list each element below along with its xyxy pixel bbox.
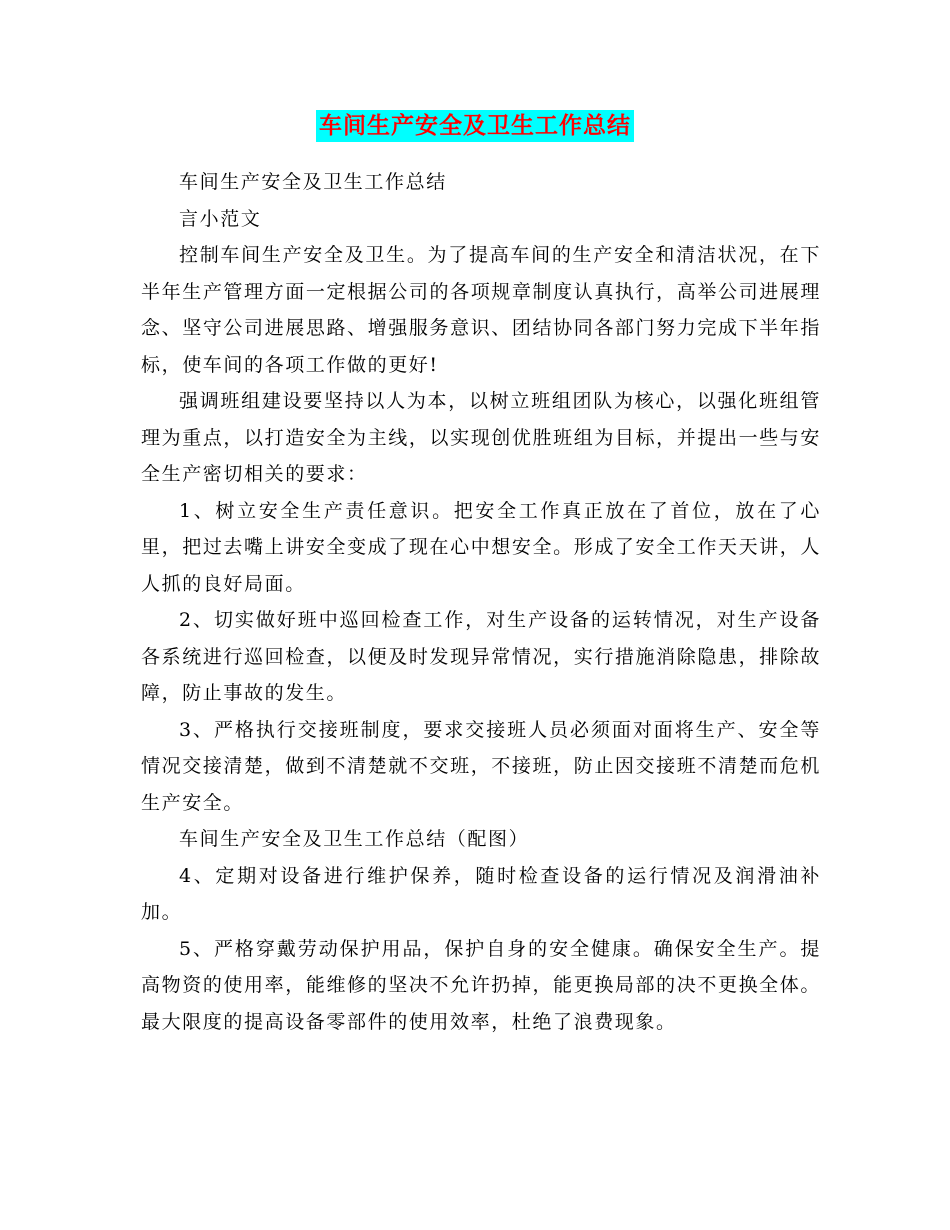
paragraph-item-3: 3、严格执行交接班制度，要求交接班人员必须面对面将生产、安全等情况交接清楚，做到不清楚就不交班，不接班，防止因交接班不清楚而危机生产安全。 (141, 718, 821, 814)
paragraph-team-building: 强调班组建设要坚持以人为本，以树立班组团队为核心，以强化班组管理为重点，以打造安全为主线，以实现创优胜班组为目标，并提出一些与安全生产密切相关的要求： (141, 390, 821, 485)
document-title: 车间生产安全及卫生工作总结 (316, 110, 634, 142)
paragraph-figure-caption: 车间生产安全及卫生工作总结（配图） (179, 828, 530, 850)
paragraph-item-1: 1、树立安全生产责任意识。把安全工作真正放在了首位，放在了心里，把过去嘴上讲安全变成了现在心中想安全。形成了安全工作天天讲，人人抓的良好局面。 (141, 499, 821, 595)
paragraph-item-4: 4、定期对设备进行维护保养，随时检查设备的运行情况及润滑油补加。 (141, 864, 821, 923)
paragraph-item-2: 2、切实做好班中巡回检查工作，对生产设备的运转情况，对生产设备各系统进行巡回检查，以便及时发现异常情况，实行措施消除隐患，排除故障，防止事故的发生。 (141, 609, 821, 704)
paragraph-item-5: 5、严格穿戴劳动保护用品，保护自身的安全健康。确保安全生产。提高物资的使用率，能维修的坚决不允许扔掉，能更换局部的决不更换全体。最大限度的提高设备零部件的使用效率，杜绝了浪费现象。 (141, 937, 821, 1033)
title-container (0, 110, 950, 142)
paragraph-source: 言小范文 (179, 207, 262, 230)
document-body (141, 164, 821, 1040)
paragraph-intro: 控制车间生产安全及卫生。为了提高车间的生产安全和清洁状况，在下半年生产管理方面一定根据公司的各项规章制度认真执行，高举公司进展理念、坚守公司进展思路、增强服务意识、团结协同各部门努力完成下半年指标，使车间的各项工作做的更好! (141, 244, 821, 376)
paragraph-heading: 车间生产安全及卫生工作总结 (179, 171, 447, 193)
